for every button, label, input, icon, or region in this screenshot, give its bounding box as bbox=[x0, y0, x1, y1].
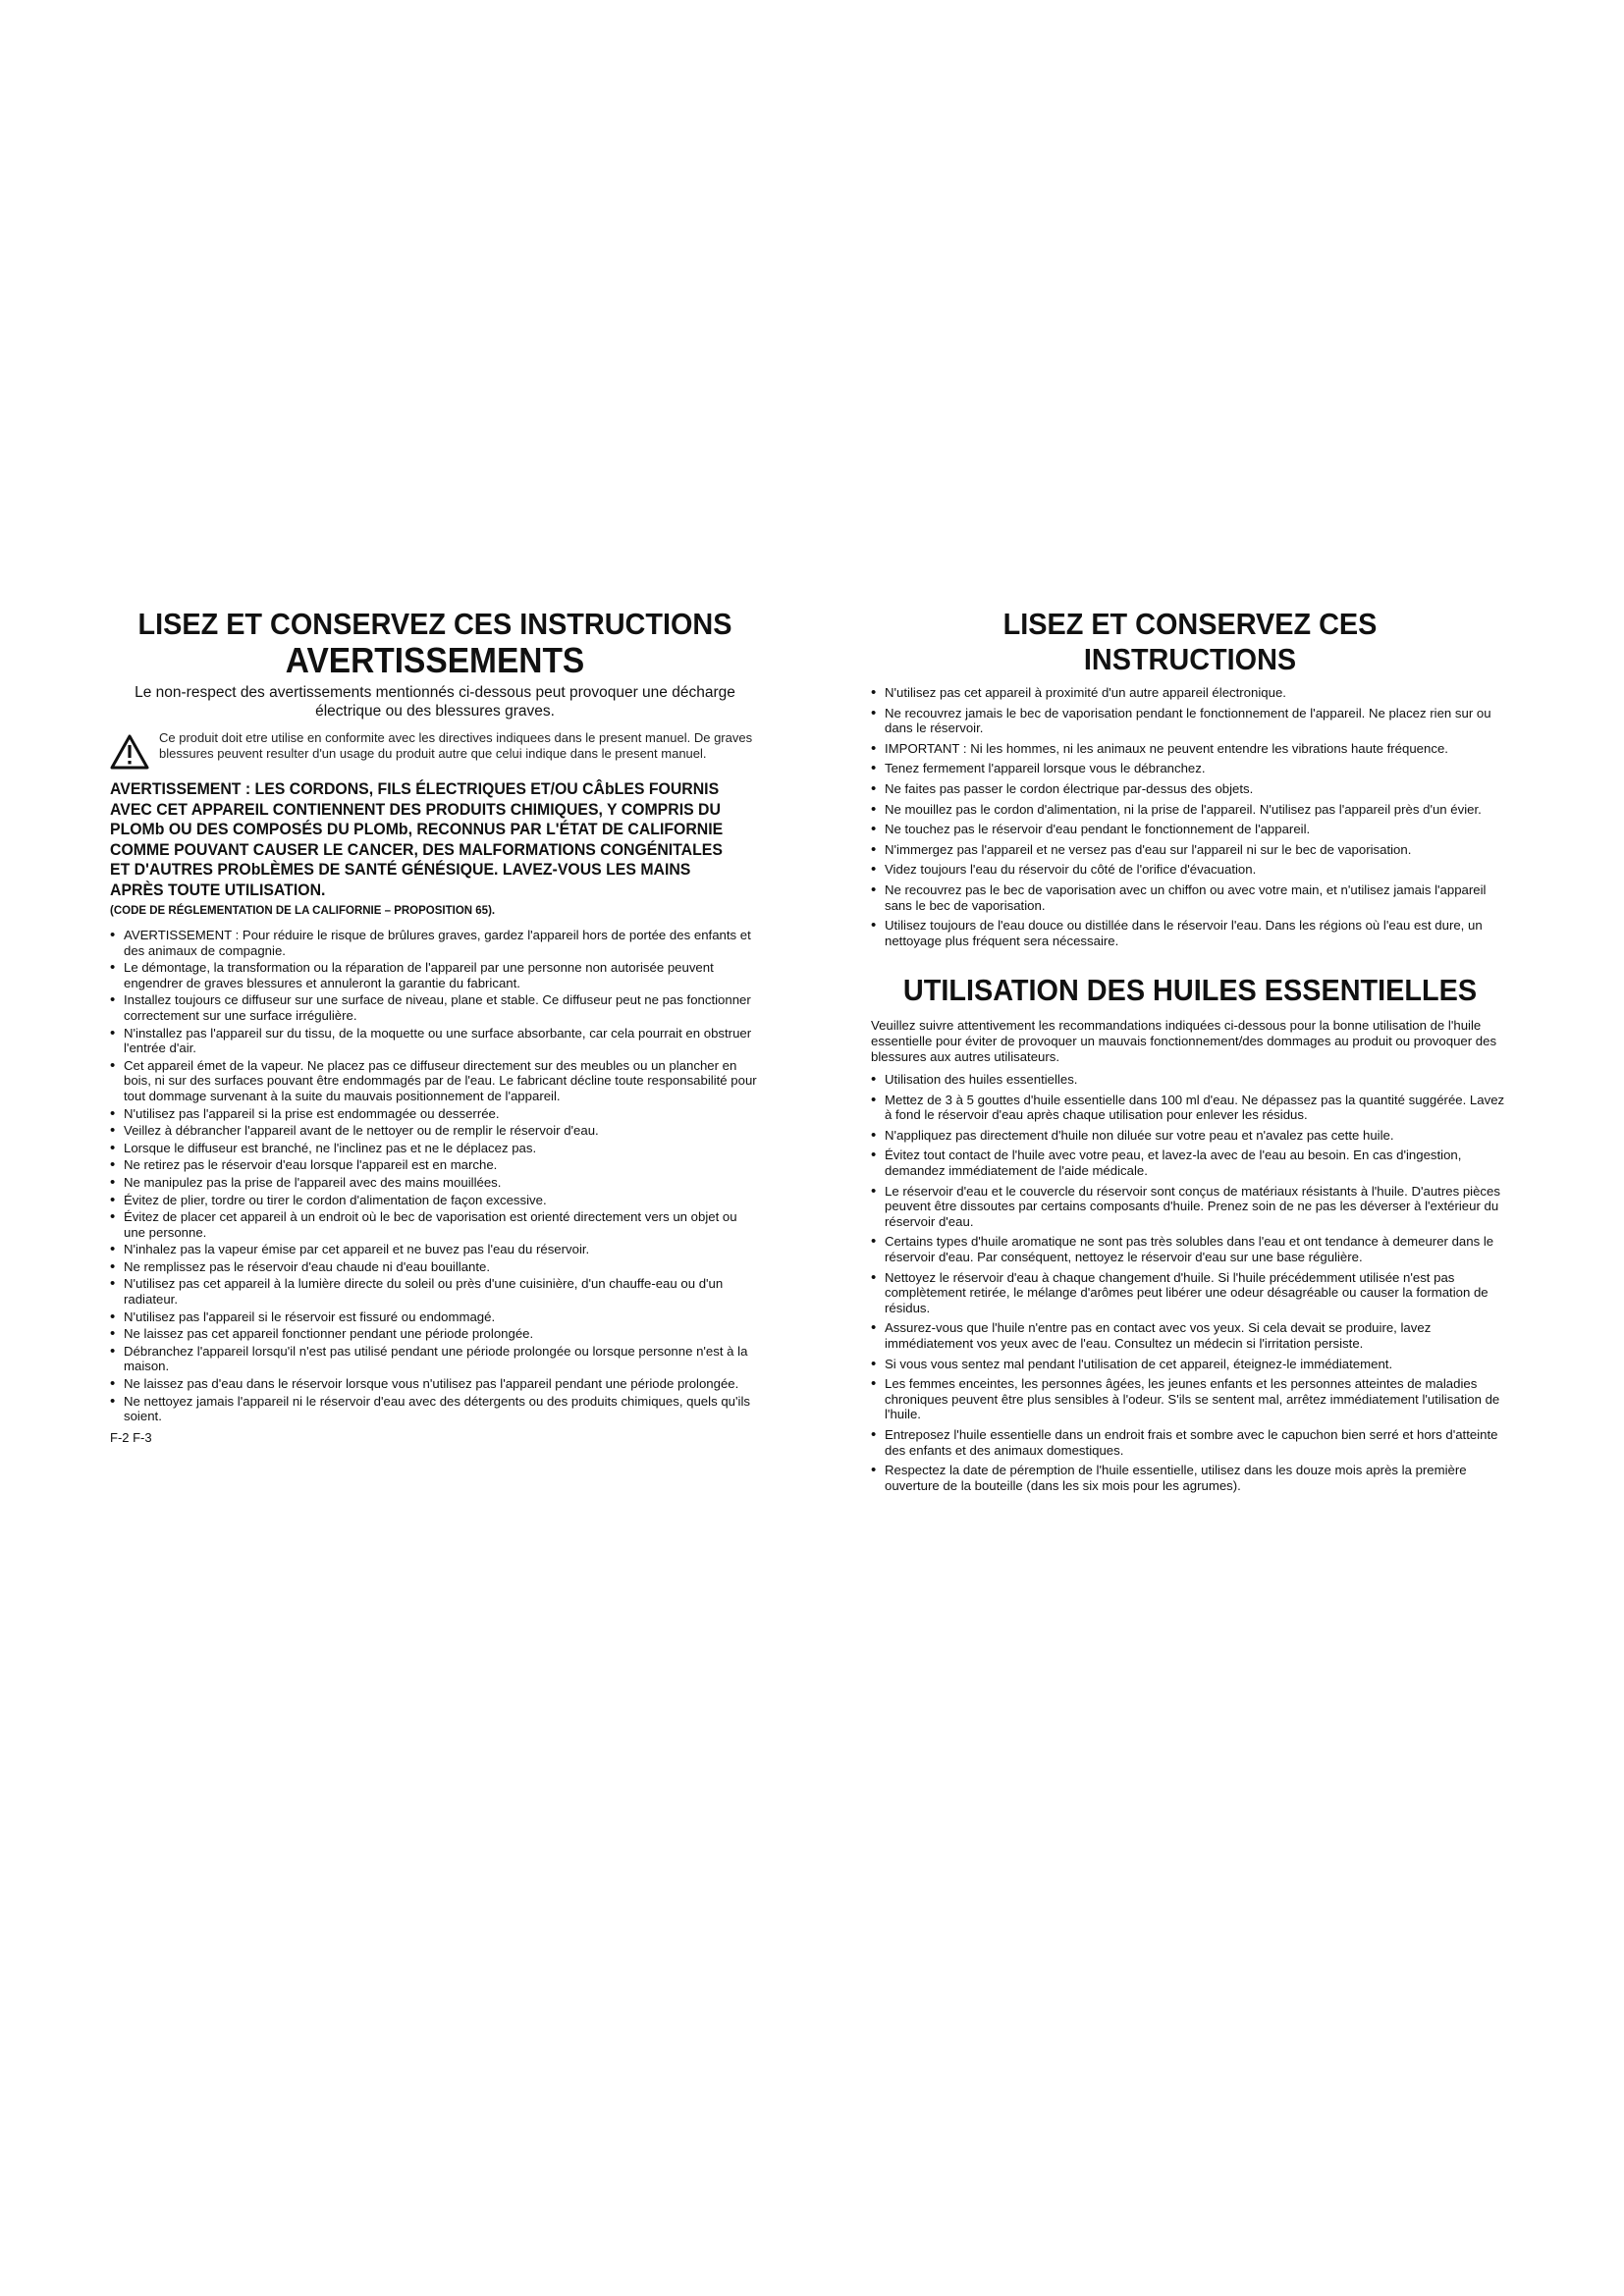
list-item: • Évitez de placer cet appareil à un endroit où le bec de vaporisation est orienté directement vers un objet ou une personne. bbox=[110, 1209, 760, 1240]
list-item: • N'immergez pas l'appareil et ne versez pas d'eau sur l'appareil ni sur le bec de vaporisation. bbox=[871, 842, 1509, 858]
warnings-heading: AVERTISSEMENTS bbox=[285, 640, 585, 680]
right-column bbox=[871, 607, 1509, 1498]
list-item: • IMPORTANT : Ni les hommes, ni les animaux ne peuvent entendre les vibrations haute fréquence. bbox=[871, 741, 1509, 757]
right-column-title: LISEZ ET CONSERVEZ CES INSTRUCTIONS bbox=[1002, 607, 1378, 676]
prop65-reference: (CODE DE RÉGLEMENTATION DE LA CALIFORNIE – PROPOSITION 65). bbox=[110, 905, 496, 917]
list-item: • Évitez tout contact de l'huile avec votre peau, et lavez-la avec de l'eau au besoin. En cas d'ingestion, demandez immédiatement de l'aide médicale. bbox=[871, 1148, 1509, 1178]
list-item: • Utilisez toujours de l'eau douce ou distillée dans le réservoir l'eau. Dans les régions où l'eau est dure, un nettoyage plus fréquent sera nécessaire. bbox=[871, 918, 1509, 948]
list-item: • Ne touchez pas le réservoir d'eau pendant le fonctionnement de l'appareil. bbox=[871, 822, 1509, 837]
list-item: • Les femmes enceintes, les personnes âgées, les jeunes enfants et les personnes atteintes de maladies chroniques peuvent être plus sensibles à l'odeur. S'ils se sentent mal, arrêtez immédiatement l'utilisation de l'huile. bbox=[871, 1376, 1509, 1422]
list-item: • Nettoyez le réservoir d'eau à chaque changement d'huile. Si l'huile précédemment utilisée n'est pas complètement retirée, le mélange d'arômes peut libérer une odeur désagréable ou causer la formation de résidus. bbox=[871, 1270, 1509, 1316]
left-column-title: LISEZ ET CONSERVEZ CES INSTRUCTIONS bbox=[137, 607, 732, 641]
warning-triangle-icon bbox=[110, 734, 149, 770]
list-item: • N'inhalez pas la vapeur émise par cet appareil et ne buvez pas l'eau du réservoir. bbox=[110, 1242, 760, 1257]
left-column bbox=[110, 607, 760, 1445]
list-item: • N'utilisez pas cet appareil à la lumière directe du soleil ou près d'une cuisinière, d'un chauffe-eau ou d'un radiateur. bbox=[110, 1276, 760, 1307]
caution-text: Ce produit doit etre utilise en conformite avec les directives indiquees dans le present manuel. De graves blessures peuvent resulter d'un usage du produit autre que celui indique dans le present manuel. bbox=[159, 730, 753, 761]
list-item: • N'utilisez pas l'appareil si la prise est endommagée ou desserrée. bbox=[110, 1106, 760, 1122]
essential-oils-list bbox=[871, 1072, 1509, 1493]
list-item: • AVERTISSEMENT : Pour réduire le risque de brûlures graves, gardez l'appareil hors de portée des enfants et des animaux de compagnie. bbox=[110, 928, 760, 958]
right-warnings-list bbox=[871, 685, 1509, 948]
list-item: • Ne nettoyez jamais l'appareil ni le réservoir d'eau avec des détergents ou des produits chimiques, quels qu'ils soient. bbox=[110, 1394, 760, 1424]
essential-oils-heading: UTILISATION DES HUILES ESSENTIELLES bbox=[902, 973, 1478, 1008]
essential-oils-intro: Veuillez suivre attentivement les recommandations indiquées ci-dessous pour la bonne utilisation de l'huile essentielle pour éviter de provoquer un mauvais fonctionnement/des dommages au produit ou provoquer des blessures aux autres utilisateurs. bbox=[871, 1018, 1497, 1064]
list-item: • Ne mouillez pas le cordon d'alimentation, ni la prise de l'appareil. N'utilisez pas l'appareil près d'un évier. bbox=[871, 802, 1509, 818]
list-item: • Tenez fermement l'appareil lorsque vous le débranchez. bbox=[871, 761, 1509, 776]
list-item: • Si vous vous sentez mal pendant l'utilisation de cet appareil, éteignez-le immédiatement. bbox=[871, 1357, 1509, 1372]
list-item: • Lorsque le diffuseur est branché, ne l'inclinez pas et ne le déplacez pas. bbox=[110, 1141, 760, 1156]
list-item: • Installez toujours ce diffuseur sur une surface de niveau, plane et stable. Ce diffuseur peut ne pas fonctionner correctement sur une surface irrégulière. bbox=[110, 992, 760, 1023]
list-item: • Ne laissez pas cet appareil fonctionner pendant une période prolongée. bbox=[110, 1326, 760, 1342]
caution-block bbox=[110, 728, 760, 770]
list-item: • Ne manipulez pas la prise de l'appareil avec des mains mouillées. bbox=[110, 1175, 760, 1191]
list-item: • Ne remplissez pas le réservoir d'eau chaude ni d'eau bouillante. bbox=[110, 1259, 760, 1275]
list-item: • Respectez la date de péremption de l'huile essentielle, utilisez dans les douze mois après la première ouverture de la bouteille (dans les six mois pour les agrumes). bbox=[871, 1463, 1509, 1493]
list-item: • Le démontage, la transformation ou la réparation de l'appareil par une personne non autorisée peuvent engendrer de graves blessures et annuleront la garantie du fabricant. bbox=[110, 960, 760, 990]
list-item: • Ne retirez pas le réservoir d'eau lorsque l'appareil est en marche. bbox=[110, 1157, 760, 1173]
list-item: • Ne laissez pas d'eau dans le réservoir lorsque vous n'utilisez pas l'appareil pendant une période prolongée. bbox=[110, 1376, 760, 1392]
list-item: • N'appliquez pas directement d'huile non diluée sur votre peau et n'avalez pas cette huile. bbox=[871, 1128, 1509, 1144]
list-item: • Ne faites pas passer le cordon électrique par-dessus des objets. bbox=[871, 781, 1509, 797]
list-item: • Assurez-vous que l'huile n'entre pas en contact avec vos yeux. Si cela devait se produire, lavez immédiatement vos yeux avec de l'eau. Consultez un médecin si l'irritation persiste. bbox=[871, 1320, 1509, 1351]
left-warnings-list bbox=[110, 928, 760, 1424]
list-item: • Ne recouvrez pas le bec de vaporisation avec un chiffon ou avec votre main, et n'utilisez jamais l'appareil sans le bec de vaporisation. bbox=[871, 882, 1509, 913]
list-item: • Certains types d'huile aromatique ne sont pas très solubles dans l'eau et ont tendance à demeurer dans le réservoir d'eau. Par conséquent, nettoyez le réservoir d'eau sur une base régulière. bbox=[871, 1234, 1509, 1264]
list-item: • Entreposez l'huile essentielle dans un endroit frais et sombre avec le capuchon bien serré et hors d'atteinte des enfants et des animaux domestiques. bbox=[871, 1427, 1509, 1458]
page-number: F-2 F-3 bbox=[110, 1429, 152, 1445]
list-item: • N'utilisez pas cet appareil à proximité d'un autre appareil électronique. bbox=[871, 685, 1509, 701]
list-item: • Évitez de plier, tordre ou tirer le cordon d'alimentation de façon excessive. bbox=[110, 1193, 760, 1208]
list-item: • N'installez pas l'appareil sur du tissu, de la moquette ou une surface absorbante, car cela pourrait en obstruer l'entrée d'air. bbox=[110, 1026, 760, 1056]
list-item: • Cet appareil émet de la vapeur. Ne placez pas ce diffuseur directement sur des meubles ou un plancher en bois, ni sur des surfaces pouvant être endommagés par de l'eau. Le fabricant décline toute responsabilité pour tout dommage survenant à la suite du mauvais positionnement de l'appareil. bbox=[110, 1058, 760, 1104]
list-item: • Videz toujours l'eau du réservoir du côté de l'orifice d'évacuation. bbox=[871, 862, 1509, 878]
list-item: • Ne recouvrez jamais le bec de vaporisation pendant le fonctionnement de l'appareil. Ne placez rien sur ou dans le réservoir. bbox=[871, 706, 1509, 736]
list-item: • Utilisation des huiles essentielles. bbox=[871, 1072, 1509, 1088]
warnings-intro: Le non-respect des avertissements mentionnés ci-dessous peut provoquer une décharge électrique ou des blessures graves. bbox=[135, 684, 735, 720]
list-item: • Le réservoir d'eau et le couvercle du réservoir sont conçus de matériaux résistants à l'huile. D'autres pièces peuvent être dissoutes par certains composants d'huile. Prenez soin de ne pas les déverser à l'extérieur du réservoir d'eau. bbox=[871, 1184, 1509, 1230]
list-item: • Veillez à débrancher l'appareil avant de le nettoyer ou de remplir le réservoir d'eau. bbox=[110, 1123, 760, 1139]
list-item: • N'utilisez pas l'appareil si le réservoir est fissuré ou endommagé. bbox=[110, 1309, 760, 1325]
list-item: • Débranchez l'appareil lorsqu'il n'est pas utilisé pendant une période prolongée ou lorsque personne n'est à la maison. bbox=[110, 1344, 760, 1374]
list-item: • Mettez de 3 à 5 gouttes d'huile essentielle dans 100 ml d'eau. Ne dépassez pas la quantité suggérée. Lavez à fond le réservoir d'eau après chaque utilisation pour enlever les résidus. bbox=[871, 1093, 1509, 1123]
prop65-warning: AVERTISSEMENT : LES CORDONS, FILS ÉLECTRIQUES ET/OU CÂbLES FOURNIS AVEC CET APPAREIL CONTIENNENT DES PRODUITS CHIMIQUES, Y COMPRIS DU PLOMb OU DES COMPOSÉS DU PLOMb, RECONNUS PAR L'ÉTAT DE CALIFORNIE COMME POUVANT CAUSER LE CANCER, DES MALFORMATIONS CONGÉNITALES ET D'AUTRES PRObLÈMES DE SANTÉ GÉNÉSIQUE. LAVEZ-VOUS LES MAINS APRÈS TOUTE UTILISATION. bbox=[110, 780, 724, 899]
